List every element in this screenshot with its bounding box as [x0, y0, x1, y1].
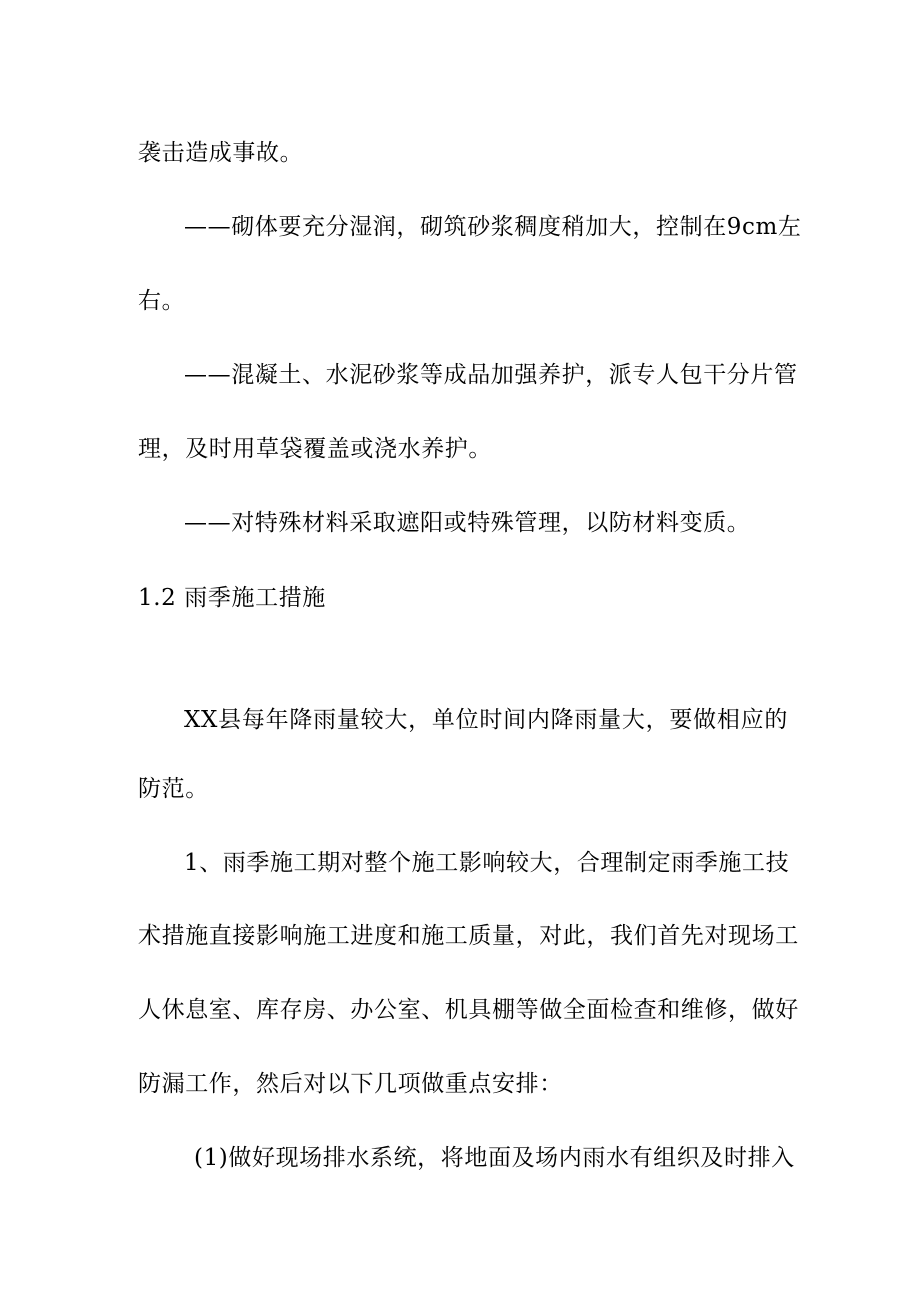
- section-heading: 1.2 雨季施工措施: [138, 585, 326, 611]
- text-line-5: 理，及时用草袋覆盖或浇水养护。: [138, 436, 492, 462]
- text-line-12: 人休息室、库存房、办公室、机具棚等做全面检查和维修，做好: [138, 997, 799, 1023]
- text-line-4: ——混凝土、水泥砂浆等成品加强养护，派专人包干分片管: [184, 362, 798, 388]
- text-line-6: ——对特殊材料采取遮阳或特殊管理，以防材料变质。: [184, 510, 751, 536]
- text-line-9: 防范。: [138, 776, 209, 802]
- text-line-3: 右。: [138, 288, 186, 314]
- text-line-10: 1、雨季施工期对整个施工影响较大，合理制定雨季施工技: [184, 850, 790, 876]
- text-line-1: 袭击造成事故。: [138, 140, 304, 166]
- text-line-14: (1)做好现场排水系统，将地面及场内雨水有组织及时排入: [194, 1145, 795, 1171]
- text-line-8: XX县每年降雨量较大，单位时间内降雨量大，要做相应的: [184, 707, 788, 733]
- text-line-13: 防漏工作，然后对以下几项做重点安排：: [138, 1071, 563, 1097]
- text-line-2: ——砌体要充分湿润，砌筑砂浆稠度稍加大，控制在9cm左: [184, 214, 802, 240]
- text-line-11: 术措施直接影响施工进度和施工质量，对此，我们首先对现场工: [138, 923, 799, 949]
